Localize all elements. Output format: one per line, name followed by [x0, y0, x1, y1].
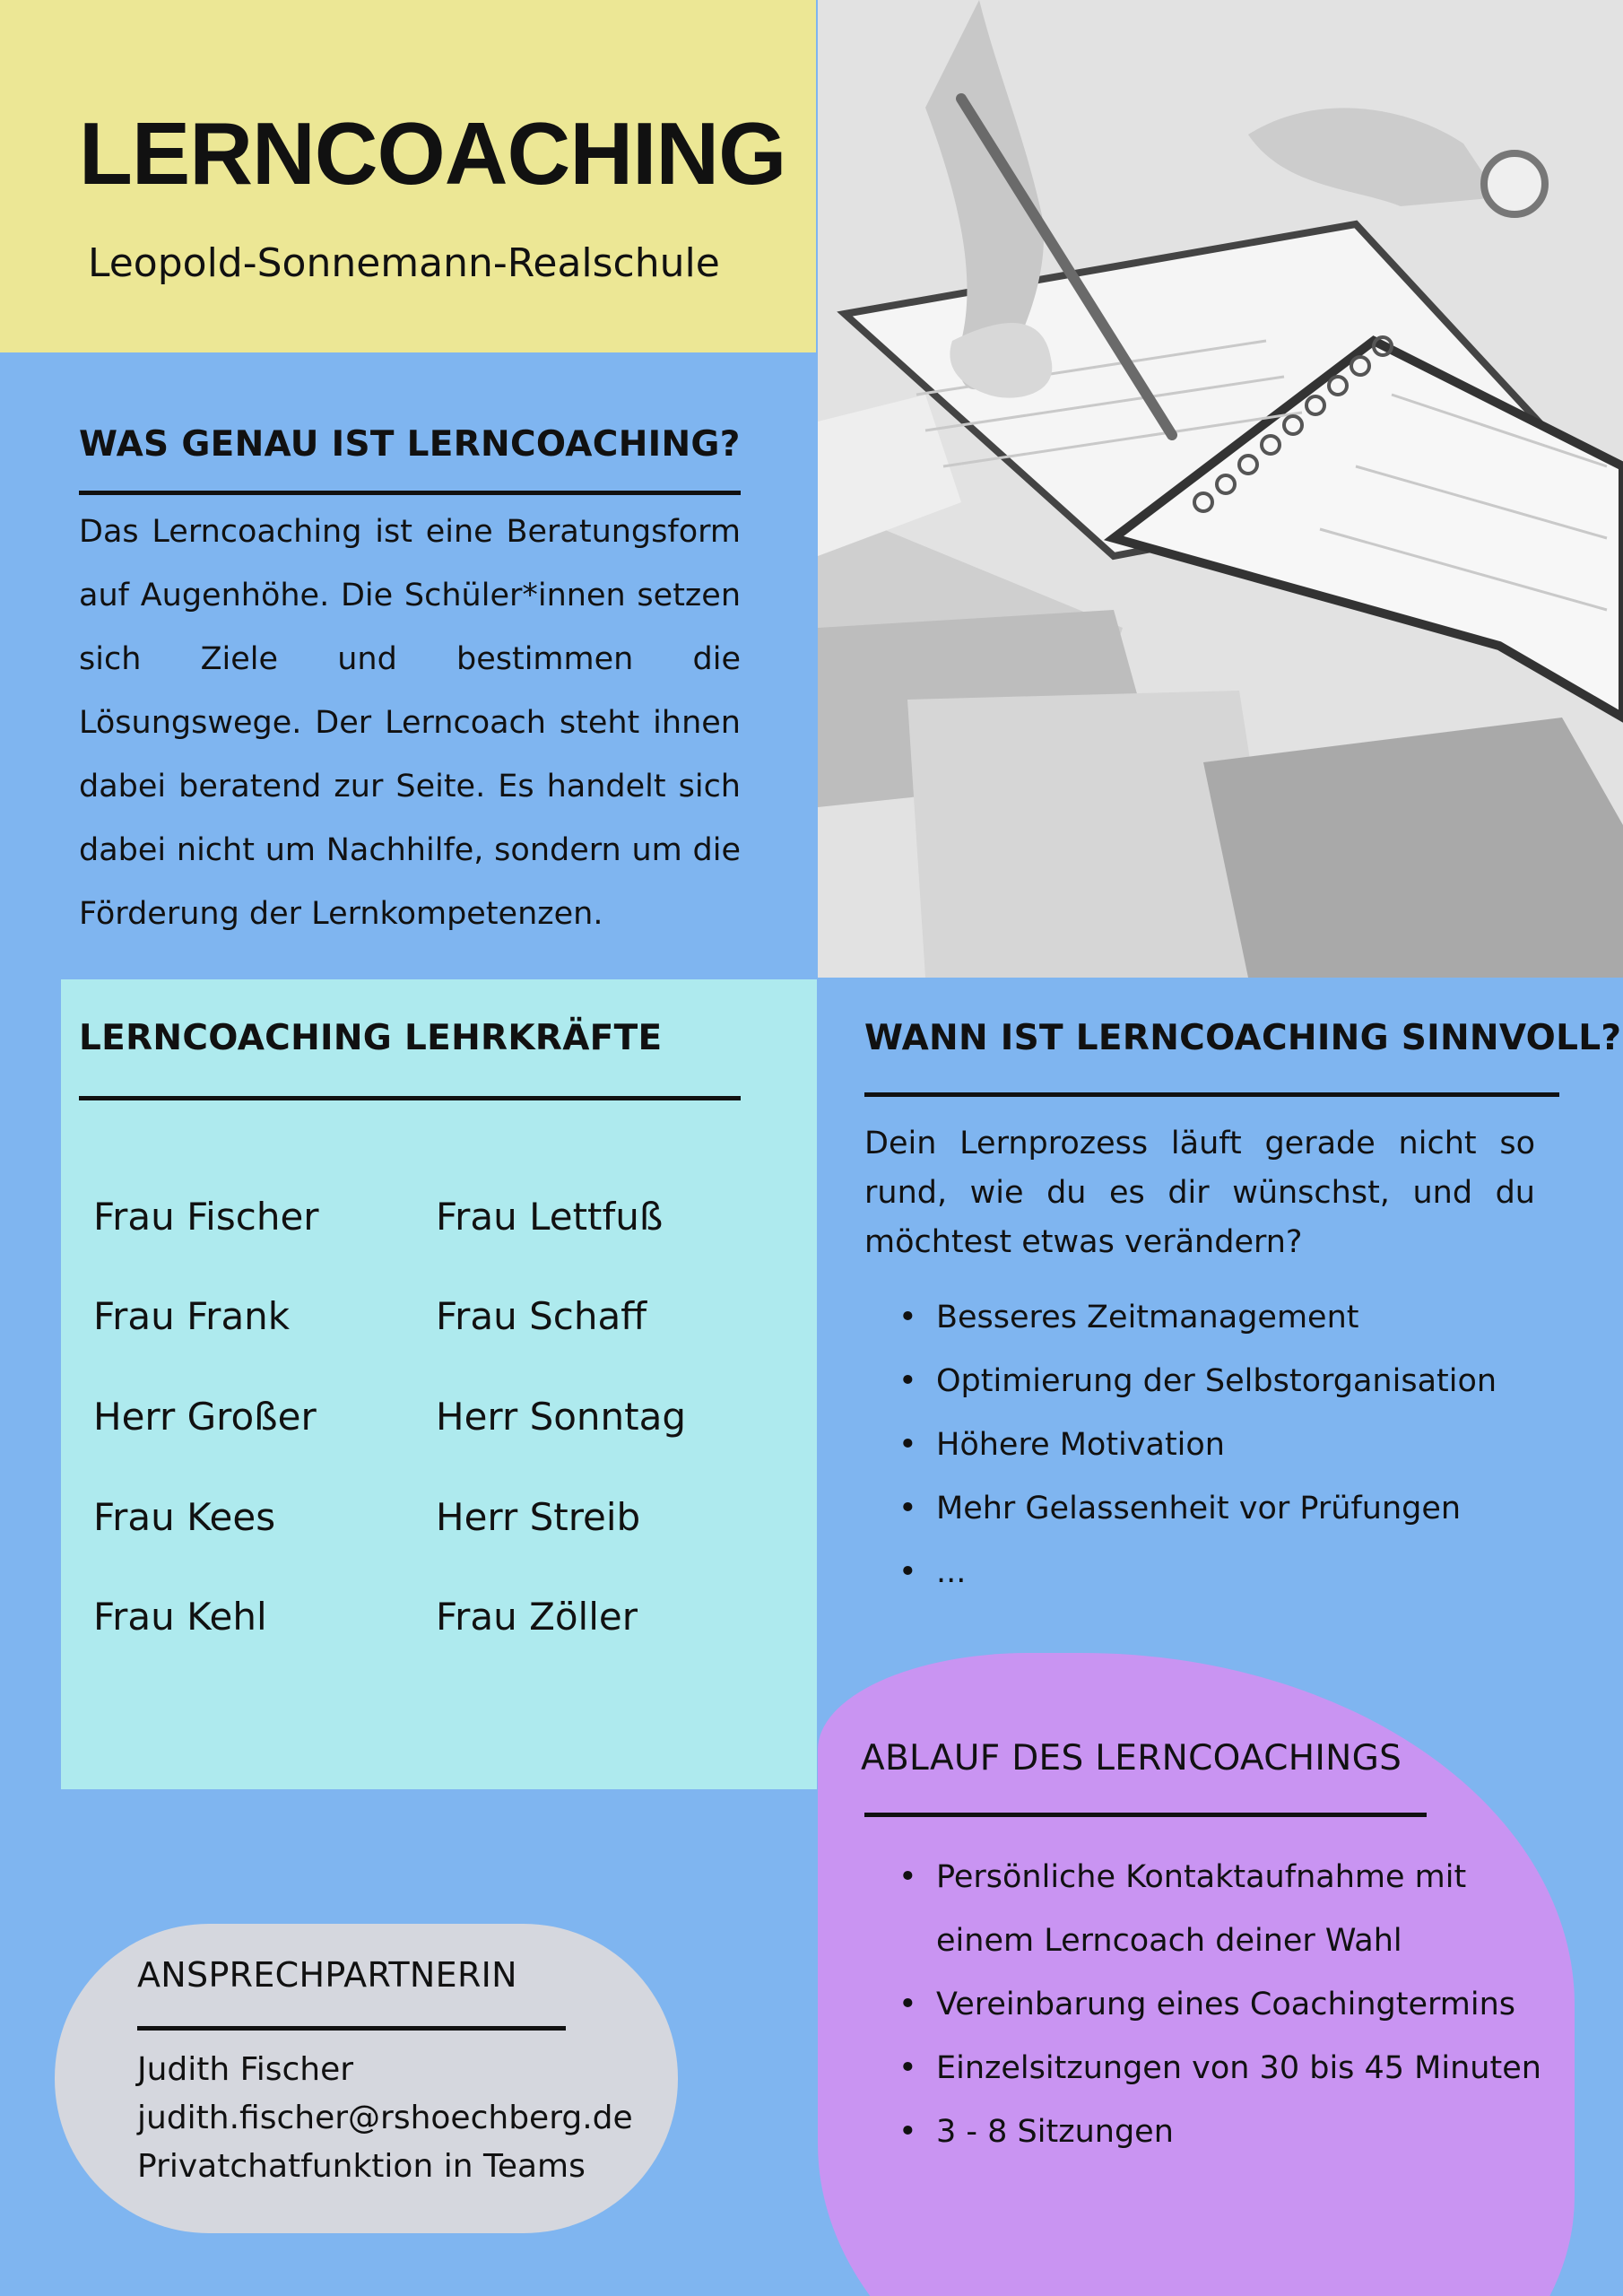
process-item: • Vereinbarung eines Coachingtermins: [864, 1973, 1546, 2037]
when-list: [864, 1286, 1564, 1605]
contact-name: Judith Fischer: [137, 2051, 354, 2088]
contact-heading: ANSPRECHPARTNERIN: [137, 1955, 517, 1995]
what-line: dabei nicht um Nachhilfe, sondern um die: [79, 832, 741, 868]
what-heading: WAS GENAU IST LERNCOACHING?: [79, 424, 741, 465]
process-item: • Einzelsitzungen von 30 bis 45 Minuten: [864, 2037, 1546, 2100]
contact-divider: [137, 2026, 566, 2031]
teacher-name: Frau Kehl: [93, 1595, 267, 1639]
what-line: Lösungswege. Der Lerncoach steht ihnen: [79, 705, 741, 741]
process-divider: [864, 1813, 1427, 1817]
teacher-name: Frau Frank: [93, 1294, 291, 1338]
teacher-name: Frau Zöller: [436, 1595, 638, 1639]
header-block: [0, 0, 816, 352]
teacher-name: Herr Sonntag: [436, 1395, 687, 1439]
what-line: dabei beratend zur Seite. Es handelt sich: [79, 769, 741, 804]
when-item: • Optimierung der Selbstorganisation: [864, 1350, 1564, 1413]
process-heading: ABLAUF DES LERNCOACHINGS: [861, 1738, 1402, 1779]
what-text: [79, 500, 741, 946]
when-item: • Höhere Motivation: [864, 1413, 1564, 1477]
when-item: • Besseres Zeitmanagement: [864, 1286, 1564, 1350]
teacher-name: Herr Streib: [436, 1495, 641, 1539]
teacher-name: Frau Kees: [93, 1495, 276, 1539]
teacher-name: Frau Lettfuß: [436, 1195, 664, 1239]
school-name: Leopold-Sonnemann-Realschule: [88, 240, 720, 286]
what-line: Förderung der Lernkompetenzen.: [79, 896, 603, 932]
when-item: • ...: [864, 1541, 1564, 1605]
teacher-name: Herr Großer: [93, 1395, 317, 1439]
what-line: sich Ziele und bestimmen die: [79, 641, 741, 677]
when-item: • Mehr Gelassenheit vor Prüfungen: [864, 1477, 1564, 1541]
when-heading: WANN IST LERNCOACHING SINNVOLL?: [864, 1018, 1622, 1058]
teachers-box: [61, 979, 817, 1789]
process-item: • 3 - 8 Sitzungen: [864, 2100, 1546, 2164]
notebook-photo: [818, 0, 1623, 978]
what-divider: [79, 491, 741, 495]
contact-channel: Privatchatfunktion in Teams: [137, 2148, 586, 2185]
teacher-name: Frau Schaff: [436, 1294, 647, 1338]
what-line: Das Lerncoaching ist eine Beratungsform: [79, 514, 741, 550]
when-divider: [864, 1092, 1559, 1097]
what-line: auf Augenhöhe. Die Schüler*innen setzen: [79, 578, 741, 613]
process-list: [864, 1846, 1546, 2164]
page-title: LERNCOACHING: [79, 104, 786, 203]
teacher-name: Frau Fischer: [93, 1195, 319, 1239]
process-item: • Persönliche Kontaktaufnahme mit einem Lerncoach deiner Wahl: [864, 1846, 1546, 1973]
when-intro: Dein Lernprozess läuft gerade nicht so rund, wie du es dir wünschst, und du möchtest etwas verändern?: [864, 1126, 1535, 1260]
contact-email: judith.fischer@rshoechberg.de: [137, 2100, 633, 2136]
teachers-divider: [79, 1096, 741, 1100]
teachers-heading: LERNCOACHING LEHRKRÄFTE: [79, 1018, 663, 1058]
